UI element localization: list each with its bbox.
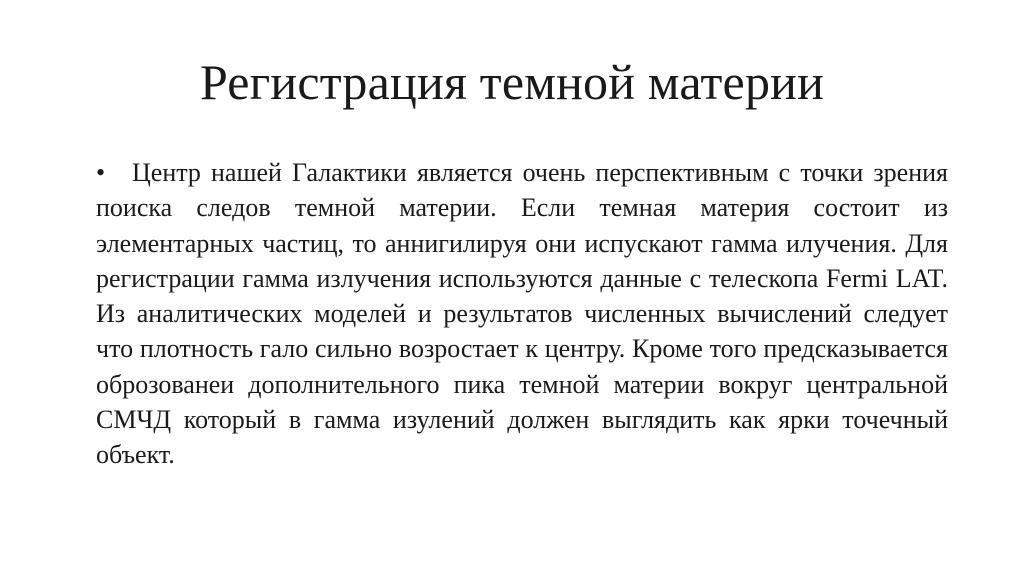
bullet-paragraph (96, 155, 948, 473)
bullet-marker: • (96, 158, 106, 187)
slide-title: Регистрация темной материи (199, 54, 825, 110)
bullet-text: Центр нашей Галактики является очень перспективным с точки зрения поиска следов темной материи. Если темная материя состоит из элементарных частиц, то аннигилируя они испускают гамма илучения. Для регистрации гамма излучения используются данные с телескопа Fermi LAT. Из аналитических моделей и результатов численных вычислений следует что плотность гало сильно возростает к центру. Кроме того предсказывается оброзованеи дополнительного пика темной материи вокруг центральной СМЧД который в гамма изулений должен выглядить как ярки точечный объект. (96, 158, 948, 470)
slide-body (96, 155, 948, 473)
